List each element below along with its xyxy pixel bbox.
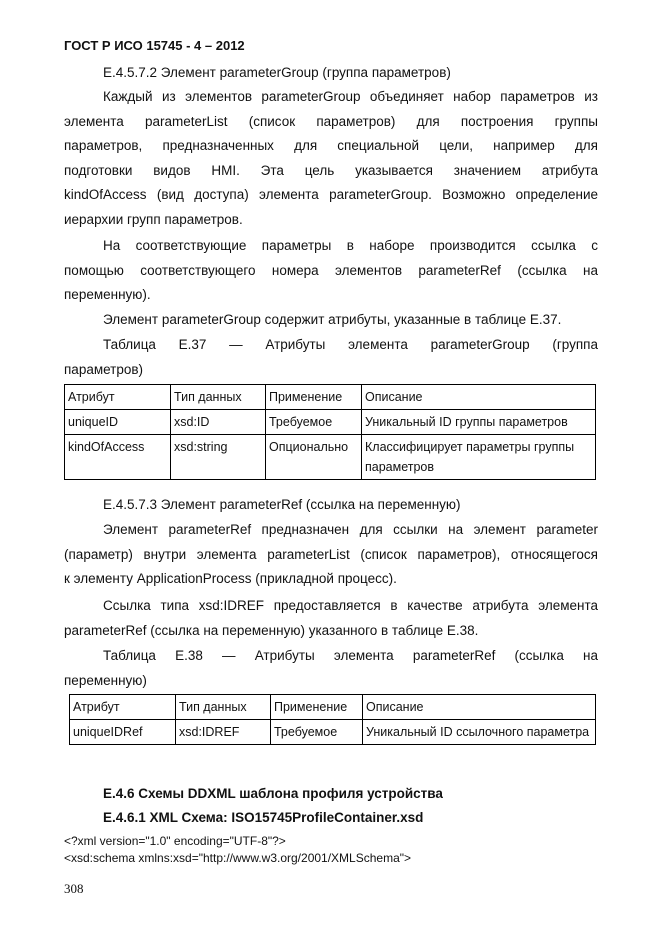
- text-line: к элементу ApplicationProcess (прикладной процесс).: [64, 571, 397, 586]
- table-cell: Классифицирует параметры группы параметров: [362, 435, 596, 480]
- table-header-row: [65, 385, 596, 410]
- header-cell: Атрибут: [65, 385, 171, 410]
- text-line: Каждый из элементов parameterGroup объединяет набор параметров из: [103, 89, 598, 104]
- code-line: <?xml version="1.0" encoding="UTF-8"?>: [64, 834, 286, 848]
- text-line: элемента parameterList (список параметров) для построения группы: [64, 113, 598, 129]
- header-cell: Описание: [363, 695, 596, 720]
- table-caption-e37: [64, 333, 598, 382]
- section-heading-parameterref: E.4.5.7.3 Элемент parameterRef (ссылка на переменную): [103, 497, 461, 512]
- header-cell: Описание: [362, 385, 596, 410]
- text-line: kindOfAccess (вид доступа) элемента parameterGroup. Возможно определение: [64, 187, 598, 202]
- table-cell: xsd:string: [171, 435, 266, 480]
- text-line: помощью соответствующего номера элементов parameterRef (ссылка на: [64, 262, 598, 278]
- paragraph-parametergroup-description: [64, 85, 598, 232]
- page-number: 308: [64, 881, 84, 896]
- text-line: Элемент parameterRef предназначен для ссылки на элемент parameter: [103, 522, 598, 537]
- table-caption-e38: [64, 644, 598, 693]
- table-cell: Опционально: [266, 435, 362, 480]
- header-cell: Тип данных: [176, 695, 271, 720]
- text-line: подготовки видов HMI. Эта цель указывается значением атрибута: [64, 162, 598, 178]
- table-cell: Уникальный ID ссылочного параметра: [363, 720, 596, 745]
- table-cell: Уникальный ID группы параметров: [362, 410, 596, 435]
- caption-line: Таблица E.37 — Атрибуты элемента parameterGroup (группа: [103, 337, 598, 352]
- section-heading-parametergroup: E.4.5.7.2 Элемент parameterGroup (группа параметров): [103, 65, 451, 80]
- table-cell: uniqueIDRef: [70, 720, 176, 745]
- caption-line: параметров): [64, 361, 144, 377]
- attributes-table-e37: [64, 384, 596, 480]
- text-line: На соответствующие параметры в наборе производится ссылка с: [103, 238, 598, 253]
- header-cell: Тип данных: [171, 385, 266, 410]
- text-line: иерархии групп параметров.: [64, 211, 243, 227]
- table-row: [70, 720, 596, 745]
- code-listing: [64, 833, 411, 867]
- section-heading-xml-schema: E.4.6.1 XML Схема: ISO15745ProfileContainer.xsd: [103, 810, 424, 825]
- attributes-table-e38: [69, 694, 596, 745]
- table-cell: Требуемое: [271, 720, 363, 745]
- paragraph-table-reference: Элемент parameterGroup содержит атрибуты, указанные в таблице E.37.: [103, 312, 562, 327]
- paragraph-idref: [64, 594, 598, 643]
- code-line: <xsd:schema xmlns:xsd="http://www.w3.org/2001/XMLSchema">: [64, 851, 412, 865]
- text-line: (параметр) внутри элемента parameterList (список параметров), относящегося: [64, 546, 598, 562]
- header-cell: Применение: [266, 385, 362, 410]
- table-cell: uniqueID: [65, 410, 171, 435]
- table-header-row: [70, 695, 596, 720]
- text-line: переменную).: [64, 287, 151, 302]
- paragraph-parameterref-description: [64, 518, 598, 592]
- header-cell: Атрибут: [70, 695, 176, 720]
- table-cell: xsd:ID: [171, 410, 266, 435]
- text-line: Ссылка типа xsd:IDREF предоставляется в качестве атрибута элемента: [103, 598, 598, 613]
- text-line: параметров, предназначенных для специальной цели, например для: [64, 138, 598, 153]
- text-line: parameterRef (ссылка на переменную) указанного в таблице E.38.: [64, 622, 479, 638]
- caption-line: переменную): [64, 672, 147, 688]
- document-header: ГОСТ Р ИСО 15745 - 4 – 2012: [64, 38, 245, 53]
- table-cell: Требуемое: [266, 410, 362, 435]
- table-row: [65, 410, 596, 435]
- table-cell: xsd:IDREF: [176, 720, 271, 745]
- section-heading-ddxml-schemas: E.4.6 Схемы DDXML шаблона профиля устройства: [103, 786, 443, 801]
- header-cell: Применение: [271, 695, 363, 720]
- table-row: [65, 435, 596, 480]
- caption-line: Таблица E.38 — Атрибуты элемента parameterRef (ссылка на: [103, 648, 598, 663]
- paragraph-parameter-references: [64, 234, 598, 308]
- table-cell: kindOfAccess: [65, 435, 171, 480]
